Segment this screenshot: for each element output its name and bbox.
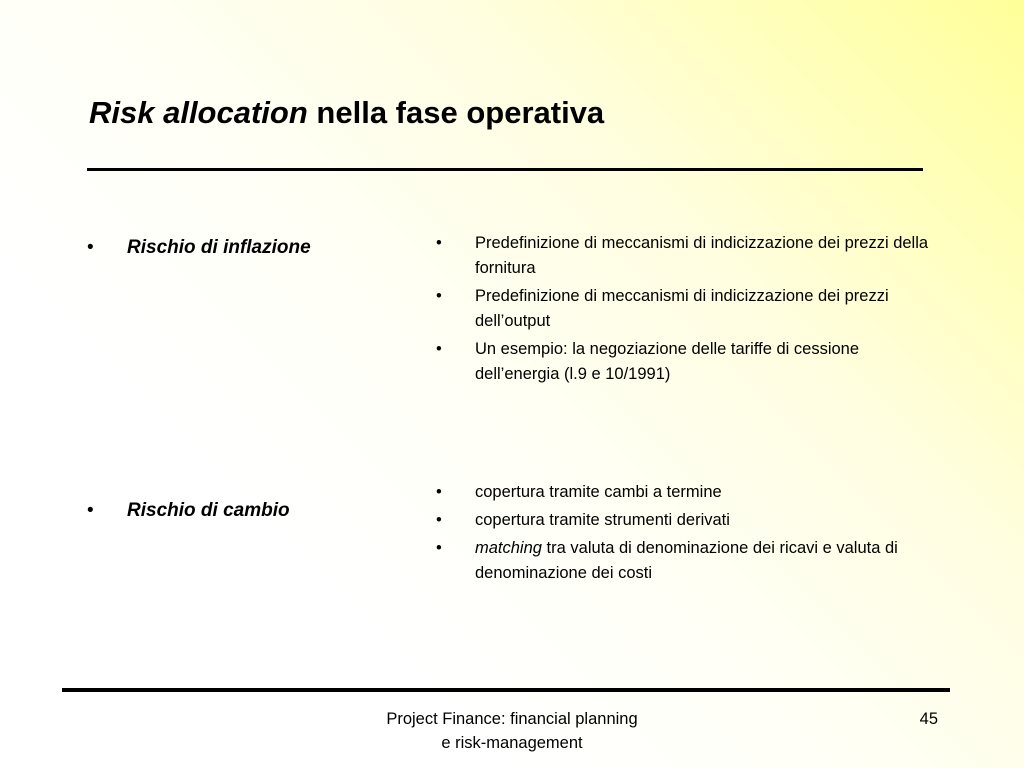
risk-label-text: Rischio di cambio [127,500,290,521]
list-item [434,231,944,281]
list-item [434,508,944,533]
footer-caption [322,707,702,755]
footer-line-1: Project Finance: financial planning [386,710,638,728]
list-item-text: Predefinizione di meccanismi di indicizzazione dei prezzi dell’output [475,287,889,330]
slide-title-italic: Risk allocation [89,95,308,130]
risk-label-text: Rischio di inflazione [127,237,311,258]
footer-rule [62,688,950,692]
exchange-measures-list [434,480,944,589]
list-item-text: Un esempio: la negoziazione delle tariffe di cessione dell’energia (l.9 e 10/1991) [475,340,860,383]
bullet: • [436,511,442,529]
inflation-measures-list [434,231,944,390]
title-underline [87,168,923,171]
bullet: • [436,340,442,358]
bullet: • [436,234,442,252]
list-item [434,337,944,387]
slide-title-regular: nella fase operativa [316,95,605,130]
list-item [434,536,944,586]
bullet: • [87,500,94,521]
list-item [434,284,944,334]
footer-line-2: e risk-management [441,734,583,752]
bullet: • [436,483,442,501]
list-item [434,480,944,505]
list-item-text: copertura tramite cambi a termine [475,483,722,501]
risk-label-exchange [87,500,290,522]
list-item-text: tra valuta di denominazione dei ricavi e valuta di denominazione dei costi [475,539,898,582]
risk-label-inflation [87,237,311,259]
list-item-text: Predefinizione di meccanismi di indicizzazione dei prezzi della fornitura [475,234,929,277]
page-number: 45 [919,710,938,728]
slide-title [89,94,604,132]
bullet: • [436,539,442,557]
list-item-emphasis: matching [475,539,542,557]
bullet: • [87,237,94,258]
bullet: • [436,287,442,305]
list-item-text: copertura tramite strumenti derivati [475,511,730,529]
